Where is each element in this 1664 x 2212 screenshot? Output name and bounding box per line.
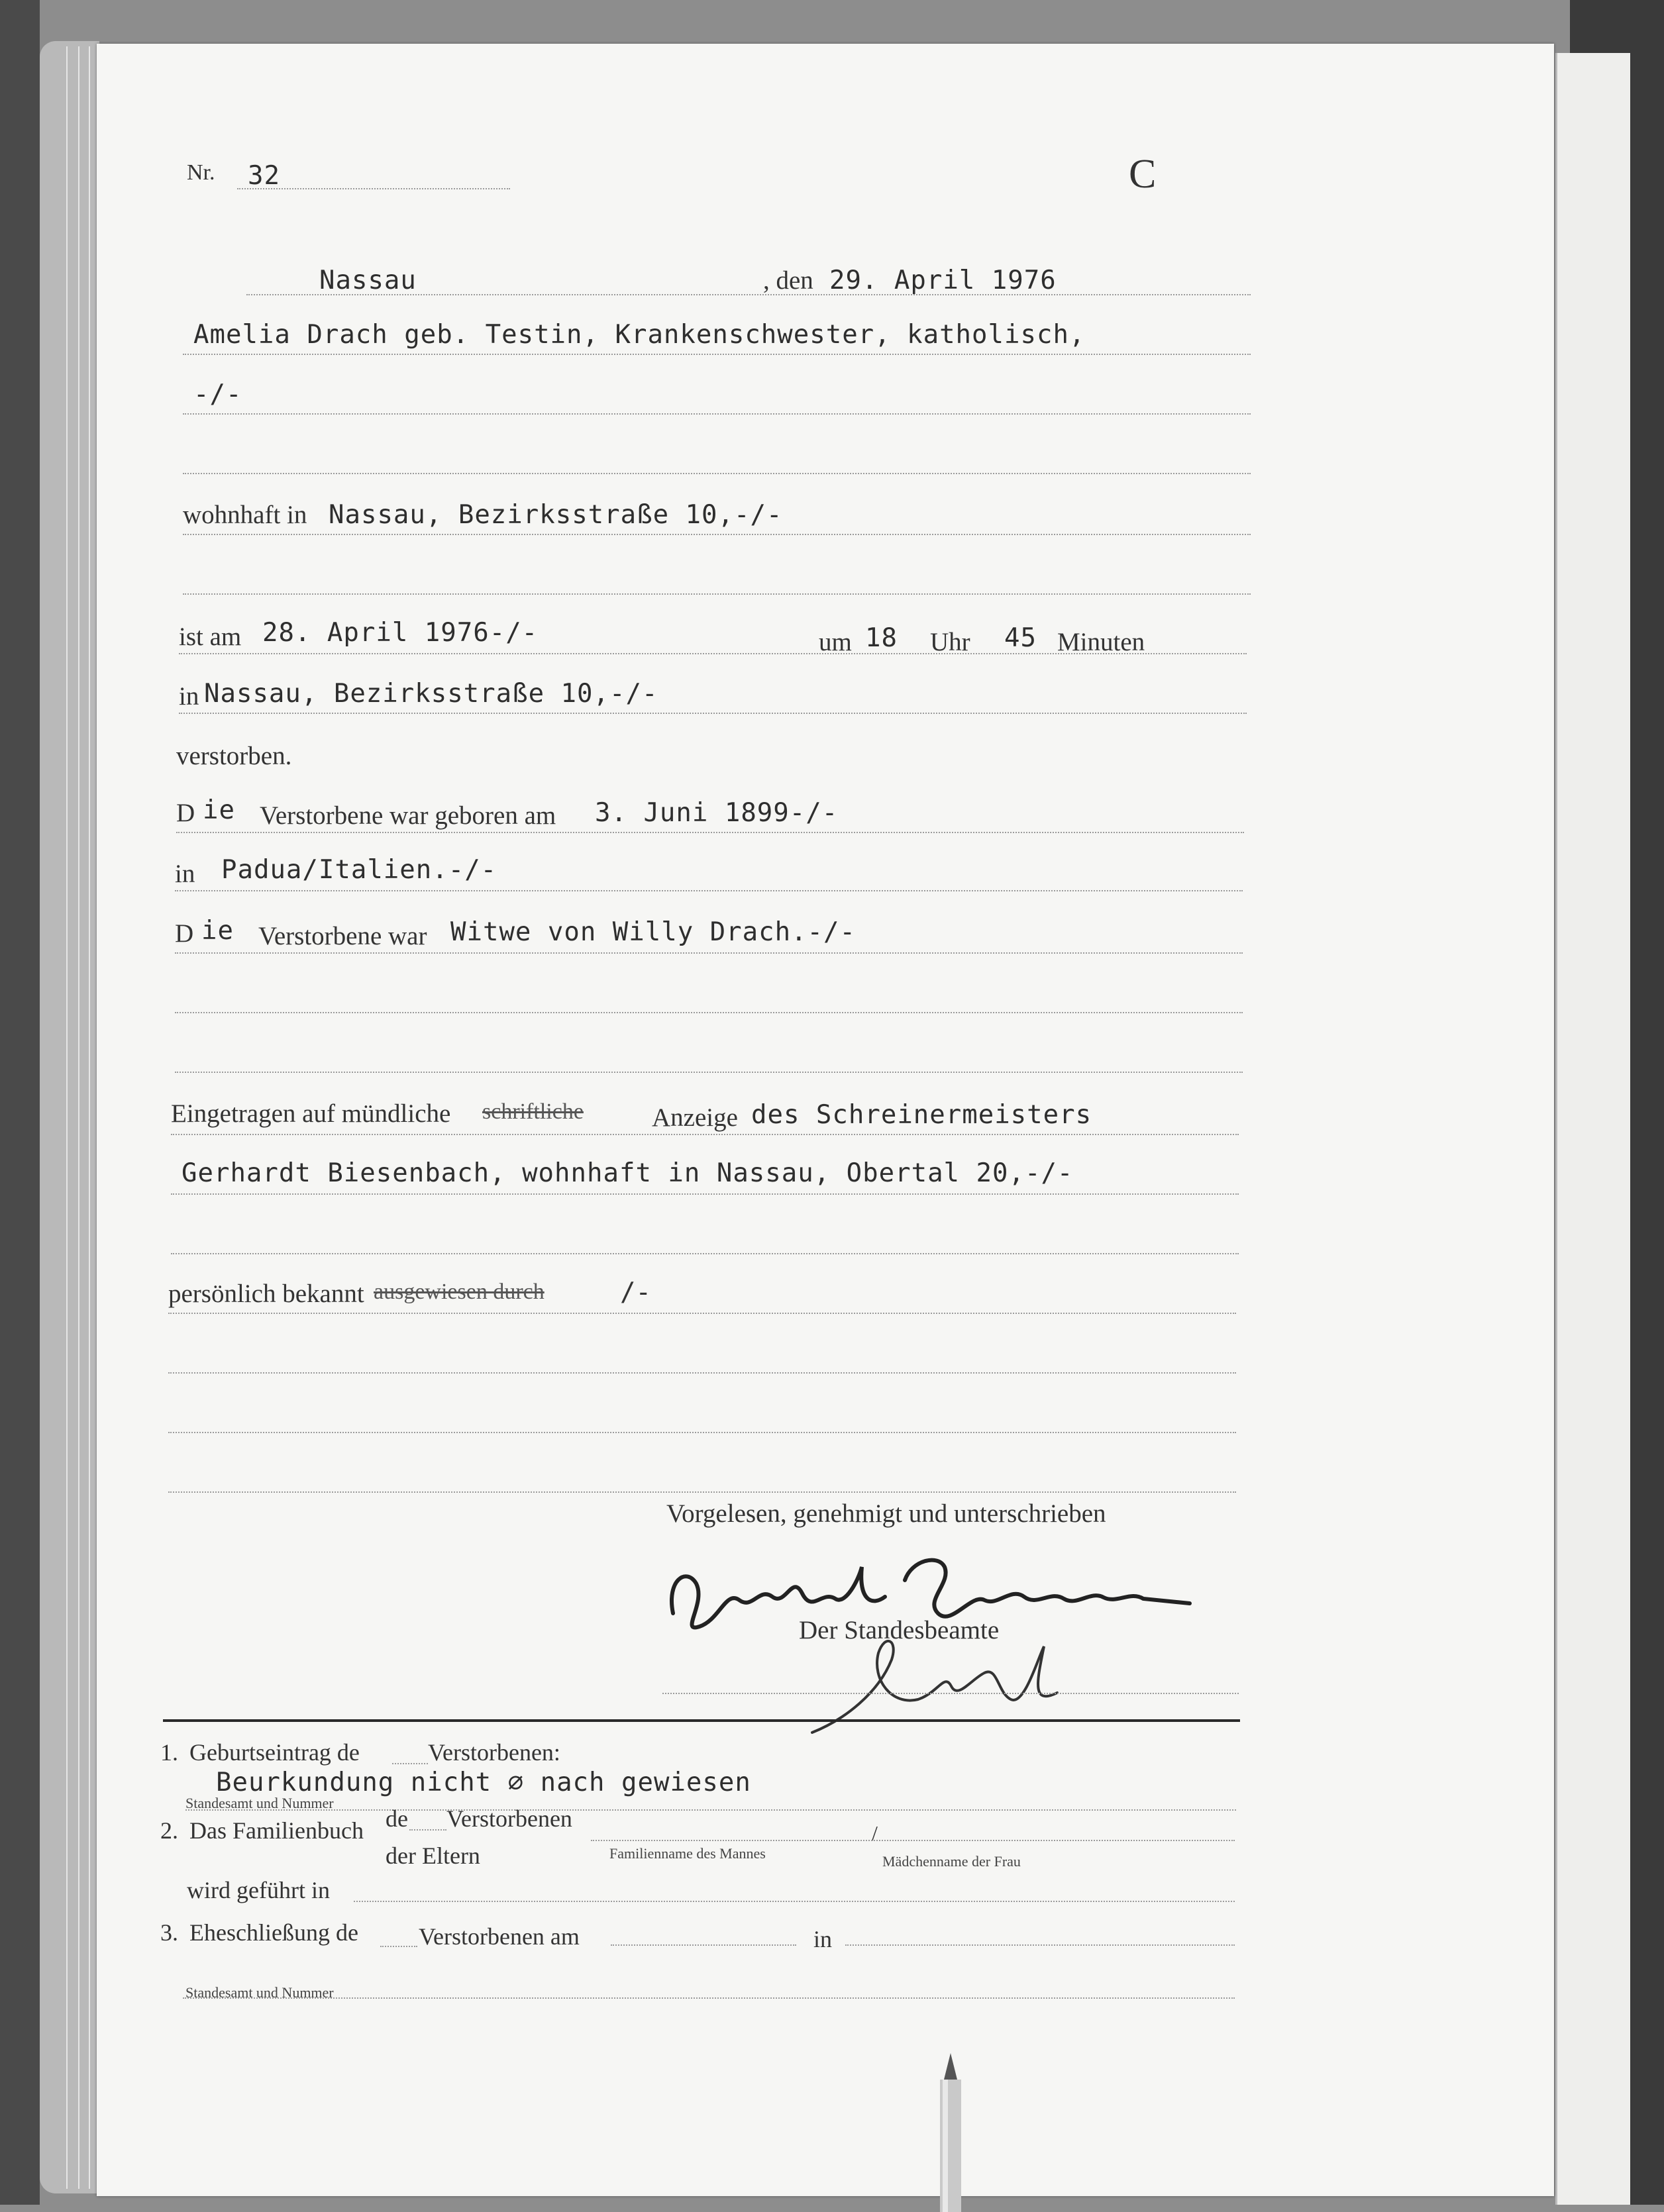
blank-line <box>168 1491 1236 1493</box>
report-line-1: des Schreinermeisters <box>751 1100 1092 1130</box>
item2-small-husband: Familienname des Mannes <box>609 1845 766 1862</box>
minuten-label: Minuten <box>1057 628 1145 656</box>
date-label: , den <box>763 266 813 295</box>
register-page <box>97 44 1554 2196</box>
birth-date-line <box>176 832 1244 833</box>
blank-line <box>175 1072 1243 1073</box>
item2-fill-line <box>409 1829 446 1831</box>
confirmation-text: Vorgelesen, genehmigt und unterschrieben <box>666 1499 1106 1528</box>
item3-place-line <box>845 1944 1235 1946</box>
item2-name-line <box>591 1840 1235 1841</box>
report-struck-option: schriftliche <box>482 1099 584 1124</box>
status-value: Witwe von Willy Drach.-/- <box>450 917 856 947</box>
death-place-label: in <box>179 682 199 711</box>
item3-small-label: Standesamt und Nummer <box>185 1984 334 2001</box>
binding-edge <box>0 0 40 2205</box>
death-date-line <box>179 653 1247 654</box>
registrar-label: Der Standesbeamte <box>799 1616 1000 1644</box>
nr-value: 32 <box>248 161 280 191</box>
item2-small-wife: Mädchenname der Frau <box>882 1853 1021 1870</box>
item1-small-label: Standesamt und Nummer <box>185 1795 334 1811</box>
page-edge-line <box>66 46 68 2189</box>
birth-d-label: D <box>176 799 195 827</box>
facing-page-edge <box>1555 53 1630 2205</box>
birth-place-value: Padua/Italien.-/- <box>221 855 497 885</box>
status-label: Verstorbene war <box>258 922 427 950</box>
page-edge-line <box>78 46 79 2189</box>
status-line <box>175 952 1243 954</box>
nr-label: Nr. <box>187 160 215 185</box>
verstorben-label: verstorben. <box>176 742 292 770</box>
section-divider <box>163 1719 1240 1722</box>
residence-line <box>183 534 1251 535</box>
death-date-label: ist am <box>179 623 242 651</box>
status-d-fill: ie <box>201 916 234 946</box>
residence-label: wohnhaft in <box>183 501 307 529</box>
item1-label: Geburtseintrag de <box>189 1739 360 1766</box>
identity-line <box>168 1313 1236 1314</box>
item2-line2: wird geführt in <box>187 1877 330 1903</box>
residence-value: Nassau, Bezirksstraße 10,-/- <box>329 500 783 530</box>
death-place-value: Nassau, Bezirksstraße 10,-/- <box>204 679 658 709</box>
birth-place-label: in <box>175 860 195 888</box>
register-letter: C <box>1129 152 1157 197</box>
nr-line <box>237 188 510 189</box>
item3-date-line <box>611 1944 796 1946</box>
item2-label: Das Familienbuch <box>189 1817 364 1844</box>
deceased-line-2-rule <box>183 413 1251 415</box>
blank-line <box>171 1253 1239 1254</box>
item1-value: Beurkundung nicht ∅ nach gewiesen <box>216 1768 751 1797</box>
item3-line <box>183 1997 1235 1999</box>
death-place-line <box>179 713 1247 714</box>
item1-line <box>185 1809 1236 1811</box>
page-stack <box>40 41 99 2193</box>
item2-location-line <box>354 1901 1235 1902</box>
item3-in: in <box>813 1926 833 1952</box>
page-edge-line <box>89 46 90 2189</box>
blank-line <box>183 473 1251 474</box>
identity-label: persönlich bekannt <box>168 1280 364 1308</box>
birth-d-fill: ie <box>203 795 235 825</box>
identity-suffix: /- <box>620 1278 651 1307</box>
blank-line <box>183 593 1251 595</box>
birth-label: Verstorbene war geboren am <box>260 801 556 830</box>
birth-date-value: 3. Juni 1899-/- <box>595 798 839 828</box>
registrar-signature-line <box>662 1693 1239 1694</box>
date-value: 29. April 1976 <box>829 266 1057 295</box>
item3-number: 3. <box>160 1919 178 1946</box>
item2-eltern: der Eltern <box>386 1842 480 1869</box>
report-label-end: Anzeige <box>652 1103 738 1132</box>
death-date-value: 28. April 1976-/- <box>262 618 539 648</box>
pen-tip <box>924 2053 977 2212</box>
identity-struck-option: ausgewiesen durch <box>374 1280 545 1304</box>
report-line-2: Gerhardt Biesenbach, wohnhaft in Nassau, Obertal 20,-/- <box>182 1158 1074 1188</box>
deceased-line-2: -/- <box>193 379 242 409</box>
um-label: um <box>819 628 852 656</box>
item3-fill-line <box>380 1946 417 1947</box>
blank-line <box>168 1372 1236 1374</box>
item2-slash: / <box>872 1821 878 1845</box>
place-date-line <box>246 294 1251 295</box>
deceased-line-1: Amelia Drach geb. Testin, Krankenschwester, katholisch, <box>193 320 1086 350</box>
item1-number: 1. <box>160 1739 178 1766</box>
deceased-line-1-rule <box>183 354 1251 355</box>
item2-fill: Verstorbenen <box>446 1805 572 1832</box>
report-line-2-rule <box>171 1193 1239 1195</box>
item1-fill-line <box>392 1763 428 1764</box>
minute-value: 45 <box>1004 623 1037 653</box>
item3-label: Eheschließung de <box>189 1919 358 1946</box>
item1-fill: Verstorbenen: <box>428 1739 560 1766</box>
item2-de: de <box>386 1805 408 1832</box>
blank-line <box>168 1432 1236 1433</box>
place-value: Nassau <box>319 266 417 295</box>
report-label-start: Eingetragen auf mündliche <box>171 1099 451 1128</box>
item3-fill: Verstorbenen am <box>419 1923 580 1950</box>
item2-number: 2. <box>160 1817 178 1844</box>
report-line-1-rule <box>171 1134 1239 1135</box>
status-d-label: D <box>175 919 194 948</box>
uhr-label: Uhr <box>930 628 970 656</box>
hour-value: 18 <box>865 623 898 653</box>
birth-place-line <box>175 890 1243 891</box>
blank-line <box>175 1012 1243 1013</box>
